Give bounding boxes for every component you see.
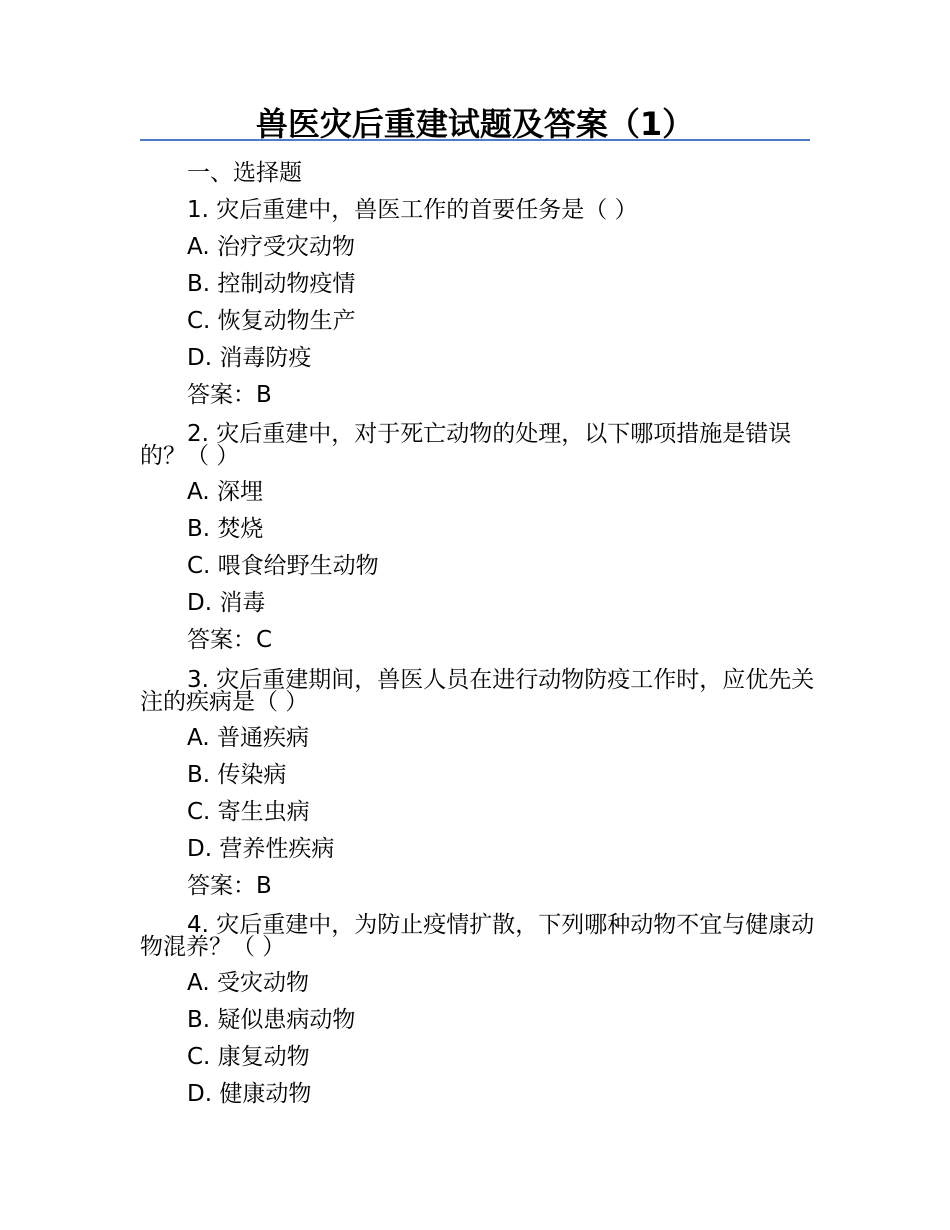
question-1-option-a: A. 治疗受灾动物	[187, 234, 355, 260]
question-2-option-b: B. 焚烧	[187, 516, 264, 542]
question-1-answer: 答案：B	[187, 382, 272, 408]
question-1-text: 1. 灾后重建中，兽医工作的首要任务是（ ）	[187, 197, 638, 223]
question-2-option-c: C. 喂食给野生动物	[187, 553, 379, 579]
question-4-option-b: B. 疑似患病动物	[187, 1007, 356, 1033]
question-3-option-d: D. 营养性疾病	[187, 836, 335, 862]
question-3-text: 3. 灾后重建期间，兽医人员在进行动物防疫工作时，应优先关注的疾病是（ ）	[140, 667, 815, 715]
question-1-option-c: C. 恢复动物生产	[187, 308, 356, 334]
question-4-text: 4. 灾后重建中，为防止疫情扩散，下列哪种动物不宜与健康动物混养？（ ）	[140, 912, 815, 960]
section-heading: 一、选择题	[187, 160, 302, 186]
question-3-option-a: A. 普通疾病	[187, 725, 309, 751]
question-4-option-d: D. 健康动物	[187, 1081, 312, 1107]
document-title: 兽医灾后重建试题及答案（1）	[255, 105, 695, 143]
question-1-option-b: B. 控制动物疫情	[187, 271, 356, 297]
question-4-option-a: A. 受灾动物	[187, 970, 309, 996]
question-2-option-d: D. 消毒	[187, 590, 266, 616]
question-2-option-a: A. 深埋	[187, 479, 263, 505]
question-3-option-c: C. 寄生虫病	[187, 799, 310, 825]
question-2-answer: 答案：C	[187, 627, 273, 653]
question-3-option-b: B. 传染病	[187, 762, 287, 788]
question-2-text: 2. 灾后重建中，对于死亡动物的处理，以下哪项措施是错误的？（ ）	[140, 421, 792, 469]
question-4-option-c: C. 康复动物	[187, 1044, 310, 1070]
question-1-option-d: D. 消毒防疫	[187, 345, 312, 371]
title-underline	[140, 139, 810, 141]
question-3-answer: 答案：B	[187, 873, 272, 899]
